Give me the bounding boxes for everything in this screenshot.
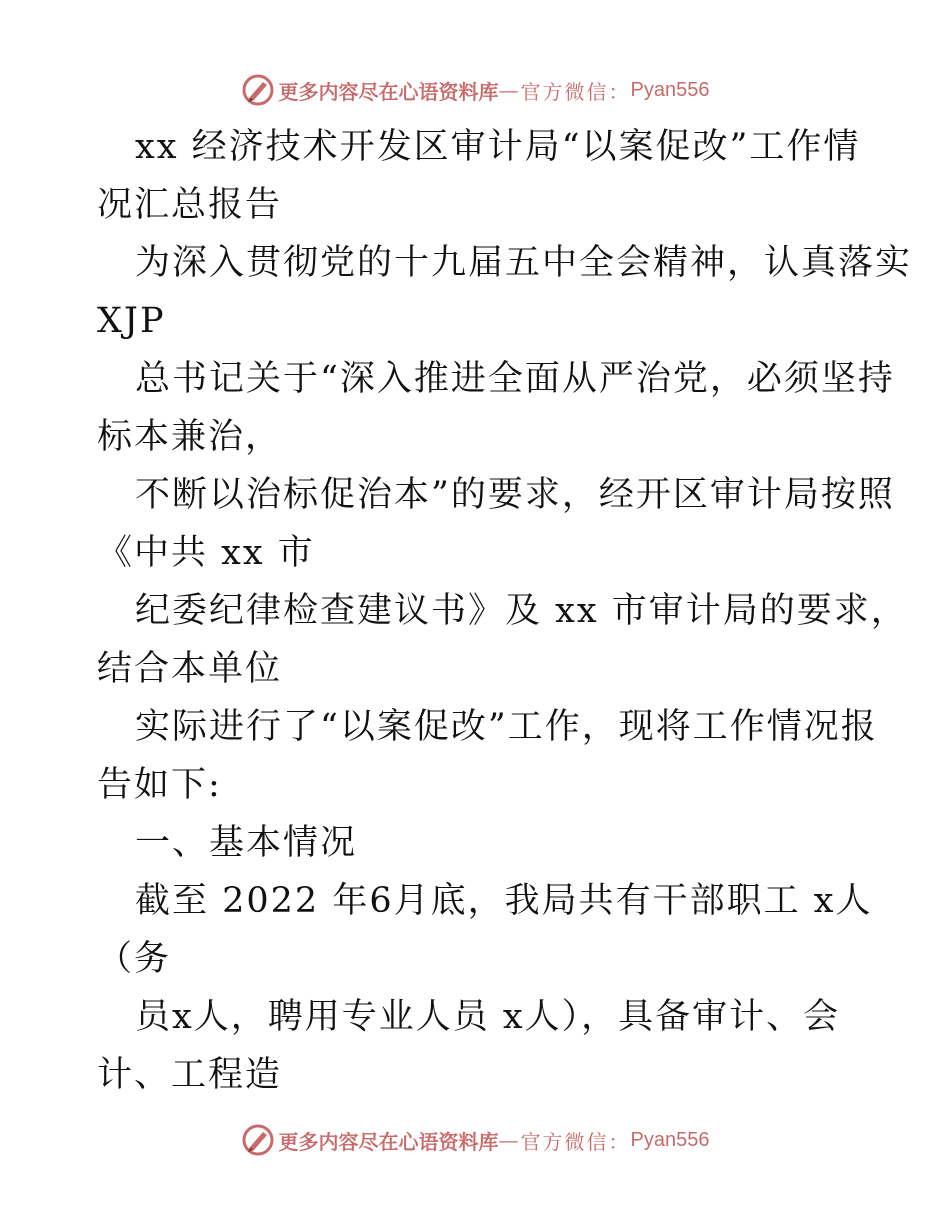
body-line: （务 [97,939,172,979]
body-line: 不断以治标促治本”的要求，经开区审计局按照 [135,475,895,515]
body-line: xx 经济技术开发区审计局“以案促改”工作情 [135,127,861,167]
body-line: 实际进行了“以案促改”工作，现将工作情况报 [135,707,878,747]
watermark-dash: — [498,78,521,102]
body-line: 为深入贯彻党的十九届五中全会精神，认真落实 [135,243,913,283]
watermark-sub-text: 官方微信： [520,1129,631,1154]
watermark-id: Pyan556 [630,78,710,101]
header-watermark [0,70,950,110]
body-line: 纪委纪律检查建议书》及 xx 市审计局的要求， [135,591,908,631]
body-line: 计、工程造 [97,1055,283,1095]
watermark-id: Pyan556 [630,1128,710,1151]
body-line: 告如下: [97,765,222,805]
body-line: 员x人，聘用专业人员 x人），具备审计、会 [135,997,841,1037]
document-body [97,118,913,1104]
body-line: 结合本单位 [97,649,283,689]
body-line: 《中共 xx 市 [97,533,315,573]
pen-logo-icon [241,1123,275,1157]
watermark-main-text: 更多内容尽在心语资料库 [278,79,499,104]
watermark-main-text: 更多内容尽在心语资料库 [278,1129,499,1154]
body-line: XJP [97,301,166,341]
body-line: 总书记关于“深入推进全面从严治党，必须坚持 [135,359,895,399]
watermark-sub-text: 官方微信： [520,79,631,104]
section-heading: 一、基本情况 [135,823,358,863]
body-line: 况汇总报告 [97,185,283,225]
body-line: 标本兼治， [97,417,283,457]
pen-logo-icon [241,73,275,107]
footer-watermark [0,1120,950,1160]
watermark-dash: — [498,1128,521,1152]
body-line: 截至 2022 年6月底，我局共有干部职工 x人 [135,881,873,921]
